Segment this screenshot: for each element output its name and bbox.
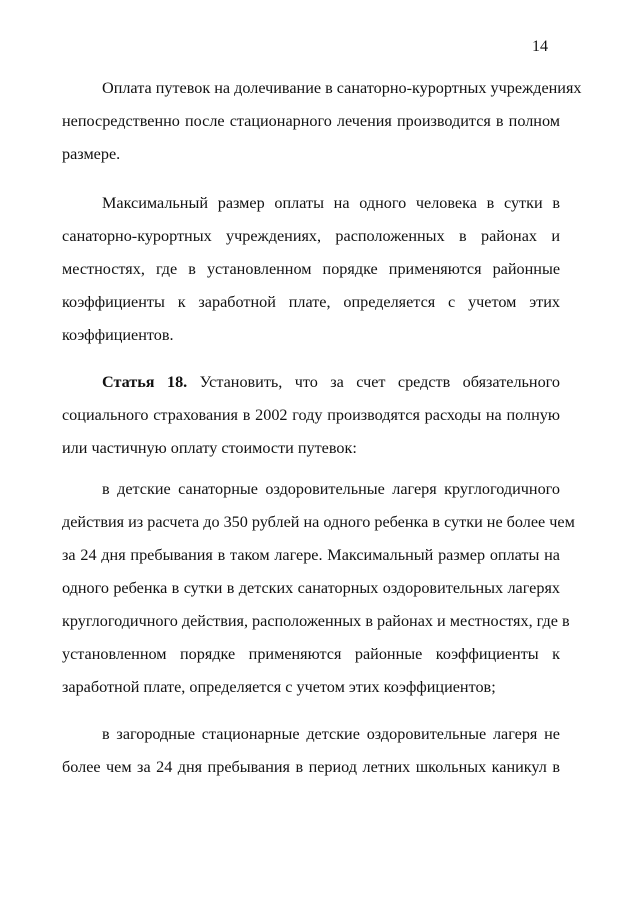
paragraph-line: в загородные стационарные детские оздоровительные лагеря не: [102, 725, 560, 743]
paragraph-year-round-camps: [62, 473, 575, 704]
paragraph-line: в детские санаторные оздоровительные лагеря круглогодичного: [102, 480, 560, 498]
paragraph-article-18: [62, 366, 560, 465]
paragraph-maximum-payment: [62, 187, 560, 352]
paragraph-line: одного ребенка в сутки в детских санаторных оздоровительных лагерях: [62, 579, 560, 597]
paragraph-line: размере.: [62, 145, 121, 163]
paragraph-line: или частичную оплату стоимости путевок:: [62, 439, 357, 457]
paragraph-line: Оплата путевок на долечивание в санаторно-курортных учреждениях: [102, 79, 582, 97]
paragraph-line: непосредственно после стационарного лечения производится в полном: [62, 112, 560, 130]
paragraph-line: заработной плате, определяется с учетом этих коэффициентов;: [62, 678, 496, 696]
article-label: Статья 18.: [102, 373, 188, 391]
paragraph-line: санаторно-курортных учреждениях, расположенных в районах и: [62, 227, 560, 245]
paragraph-line: круглогодичного действия, расположенных в районах и местностях, где в: [62, 612, 570, 630]
paragraph-line: более чем за 24 дня пребывания в период летних школьных каникул в: [62, 758, 560, 776]
paragraph-line: коэффициентов.: [62, 326, 174, 344]
article-first-line: [62, 366, 560, 399]
article-first-line-text: Установить, что за счет средств обязательного: [199, 373, 561, 391]
paragraph-voucher-payment: [62, 72, 582, 171]
paragraph-line: коэффициенты к заработной плате, определяется с учетом этих: [62, 293, 560, 311]
paragraph-line: Максимальный размер оплаты на одного человека в сутки в: [102, 194, 560, 212]
paragraph-summer-camps: [62, 718, 560, 784]
page-number: 14: [532, 38, 548, 55]
paragraph-line: за 24 дня пребывания в таком лагере. Максимальный размер оплаты на: [62, 546, 560, 564]
paragraph-line: местностях, где в установленном порядке применяются районные: [62, 260, 560, 278]
paragraph-line: установленном порядке применяются районные коэффициенты к: [62, 645, 560, 663]
paragraph-line: действия из расчета до 350 рублей на одного ребенка в сутки не более чем: [62, 513, 575, 531]
paragraph-line: социального страхования в 2002 году производятся расходы на полную: [62, 406, 560, 424]
